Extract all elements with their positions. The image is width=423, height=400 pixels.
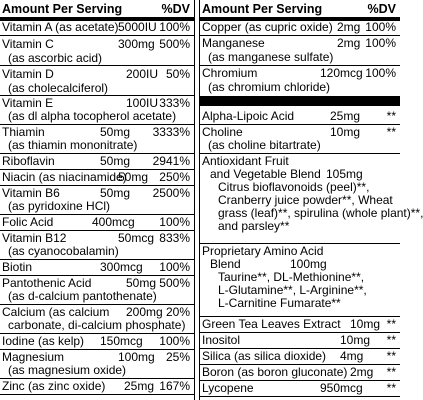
blend-amount: 100mg xyxy=(290,257,327,271)
nutrient-dv: 2941% xyxy=(152,154,190,168)
nutrient-source: (as dl alpha tocopherol acetate) xyxy=(8,109,177,123)
nutrient-name: Folic Acid xyxy=(2,215,54,229)
nutrient-dv: 100% xyxy=(159,334,190,348)
nutrient-source: (as cholecalciferol) xyxy=(8,81,109,95)
nutrient-source: (as d-calcium pantothenate) xyxy=(8,289,157,303)
nutrient-amount: 300mcg xyxy=(100,260,143,274)
nutrient-amount: 50mg xyxy=(100,125,131,139)
nutrient-name: Choline xyxy=(202,125,243,139)
nutrient-amount: 2mg xyxy=(337,20,361,34)
nutrient-dv: ** xyxy=(386,109,396,123)
nutrient-amount: 300mg xyxy=(118,37,155,51)
nutrient-dv: 3333% xyxy=(152,125,190,139)
blend-ingredients: Citrus bioflavonoids (peel)**, xyxy=(218,180,370,194)
nutrient-name: Manganese xyxy=(202,36,265,50)
nutrient-name: Copper (as cupric oxide) xyxy=(202,20,333,34)
blend-ingredients: grass (leaf)**, spirulina (whole plant)**, xyxy=(218,206,423,220)
section-band xyxy=(200,96,400,106)
row-divider xyxy=(0,394,194,395)
nutrient-name: Green Tea Leaves Extract xyxy=(202,317,341,331)
nutrient-dv: ** xyxy=(386,125,396,139)
nutrient-name: Iodine (as kelp) xyxy=(2,334,85,348)
nutrient-source: carbonate, di-calcium phosphate) xyxy=(8,318,186,332)
nutrient-amount: 100mg xyxy=(118,350,155,364)
nutrient-amount: 25mg xyxy=(124,379,155,393)
nutrient-amount: 100IU xyxy=(126,96,159,110)
nutrient-name: Vitamin C xyxy=(2,37,54,51)
dv-heading: %DV xyxy=(367,2,396,16)
nutrient-amount: 10mg xyxy=(330,125,361,139)
nutrient-name: Lycopene xyxy=(202,381,254,395)
nutrient-amount: 50mg xyxy=(100,186,131,200)
nutrient-amount: 10mg xyxy=(350,317,381,331)
nutrient-amount: 2mg xyxy=(350,365,374,379)
row-divider xyxy=(0,35,194,36)
nutrient-dv: ** xyxy=(386,317,396,331)
nutrient-dv: ** xyxy=(386,333,396,347)
blend-ingredients: L-Glutamine**, L-Arginine**, xyxy=(218,283,367,297)
nutrient-name: Alpha-Lipoic Acid xyxy=(202,109,295,123)
nutrient-dv: 833% xyxy=(159,231,190,245)
nutrient-name: Vitamin B6 xyxy=(2,186,60,200)
blend-ingredients: L-Carnitine Fumarate** xyxy=(218,296,341,310)
nutrient-dv: ** xyxy=(386,381,396,395)
nutrient-name: Vitamin E xyxy=(2,96,54,110)
nutrient-dv: 100% xyxy=(159,215,190,229)
nutrient-amount: 200IU xyxy=(126,67,159,81)
blend-ingredients: Taurine**, DL-Methionine**, xyxy=(218,270,365,284)
nutrient-name: Biotin xyxy=(2,260,33,274)
nutrient-dv: 50% xyxy=(165,67,190,81)
left-column xyxy=(0,0,195,400)
amount-per-serving-heading: Amount Per Serving xyxy=(202,2,323,16)
nutrient-dv: 167% xyxy=(159,379,190,393)
nutrient-amount: 25mg xyxy=(330,109,361,123)
nutrient-source: (as cyanocobalamin) xyxy=(8,244,119,258)
nutrient-source: (as magnesium oxide) xyxy=(8,363,127,377)
nutrient-name: Thiamin xyxy=(2,125,45,139)
blend-title: Proprietary Amino Acid xyxy=(202,244,324,258)
nutrient-dv: 250% xyxy=(159,170,190,184)
dv-heading: %DV xyxy=(161,2,190,16)
nutrient-amount: 4mg xyxy=(340,349,364,363)
blend-title: and Vegetable Blend xyxy=(210,167,321,181)
nutrient-dv: 2500% xyxy=(152,186,190,200)
nutrient-name: Vitamin A (as acetate) xyxy=(2,20,119,34)
nutrient-amount: 10mg xyxy=(340,333,371,347)
row-divider xyxy=(200,396,400,397)
nutrient-name: Boron (as boron gluconate) xyxy=(202,365,348,379)
right-column xyxy=(199,0,423,400)
nutrient-name: Silica (as silica dioxide) xyxy=(202,349,327,363)
left-header xyxy=(0,0,194,18)
nutrient-amount: 150mcg xyxy=(100,334,143,348)
nutrient-name: Chromium xyxy=(202,66,258,80)
nutrient-amount: 50mg xyxy=(100,154,131,168)
nutrient-amount: 50mg xyxy=(126,276,157,290)
nutrient-dv: ** xyxy=(386,349,396,363)
nutrient-dv: 100% xyxy=(365,20,396,34)
nutrient-dv: 500% xyxy=(159,276,190,290)
amount-per-serving-heading: Amount Per Serving xyxy=(2,2,123,16)
nutrient-name: Inositol xyxy=(202,333,241,347)
nutrient-name: Calcium (as calcium xyxy=(2,305,110,319)
nutrient-amount: 400mcg xyxy=(92,215,135,229)
nutrient-dv: 100% xyxy=(159,260,190,274)
nutrient-dv: ** xyxy=(386,365,396,379)
blend-title: Antioxidant Fruit xyxy=(202,154,289,168)
nutrient-name: Pantothenic Acid xyxy=(2,276,92,290)
nutrient-amount: 200mg xyxy=(126,305,163,319)
blend-amount: 105mg xyxy=(326,167,363,181)
blend-ingredients: Cranberry juice powder**, Wheat xyxy=(218,193,393,207)
nutrient-amount: 950mcg xyxy=(320,381,363,395)
nutrient-source: (as chromium chloride) xyxy=(208,80,331,94)
nutrient-source: (as pyridoxine HCl) xyxy=(8,199,111,213)
nutrient-name: Zinc (as zinc oxide) xyxy=(2,379,106,393)
nutrient-amount: 50mcg xyxy=(118,231,155,245)
nutrient-source: (as choline bitartrate) xyxy=(208,138,321,152)
row-divider xyxy=(0,65,194,66)
nutrient-dv: 100% xyxy=(159,20,190,34)
right-header xyxy=(200,0,400,18)
antioxidant-blend xyxy=(200,154,423,248)
nutrient-source: (as thiamin mononitrate) xyxy=(8,138,138,152)
nutrient-amount: 120mcg xyxy=(320,66,363,80)
nutrient-dv: 333% xyxy=(159,96,190,110)
nutrient-dv: 100% xyxy=(365,66,396,80)
blend-ingredients: and parsley** xyxy=(218,219,290,233)
nutrient-dv: 25% xyxy=(165,350,190,364)
nutrient-amount: 50mg xyxy=(118,170,149,184)
nutrient-dv: 100% xyxy=(365,36,396,50)
nutrient-name: Vitamin D xyxy=(2,67,54,81)
blend-title: Blend xyxy=(210,257,241,271)
nutrient-dv: 500% xyxy=(159,37,190,51)
nutrient-name: Magnesium xyxy=(2,350,65,364)
nutrient-amount: 5000IU xyxy=(118,20,157,34)
nutrient-source: (as ascorbic acid) xyxy=(8,51,103,65)
nutrient-name: Vitamin B12 xyxy=(2,231,67,245)
nutrient-name: Riboflavin xyxy=(2,154,55,168)
nutrient-source: (as manganese sulfate) xyxy=(208,50,334,64)
nutrient-name: Niacin (as niacinamide) xyxy=(2,170,127,184)
nutrient-dv: 20% xyxy=(165,305,190,319)
nutrient-amount: 2mg xyxy=(337,36,361,50)
amino-acid-blend xyxy=(200,244,400,324)
